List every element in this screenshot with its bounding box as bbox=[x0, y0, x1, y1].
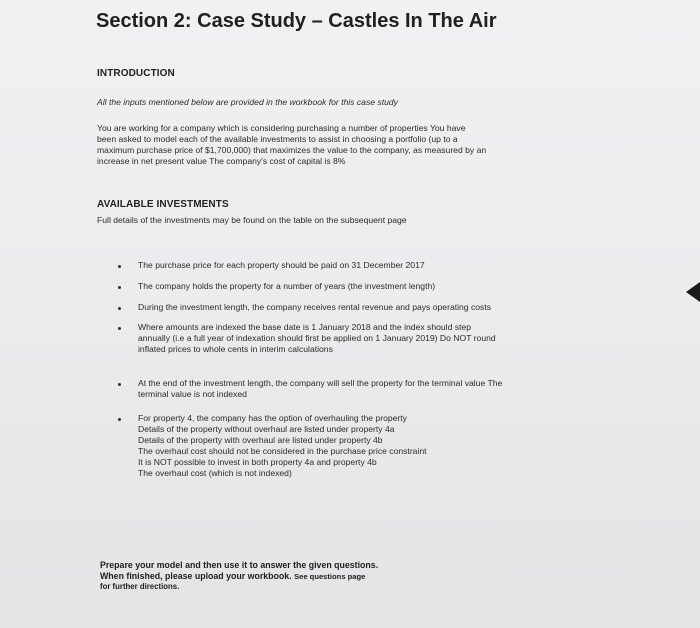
bullet-line: It is NOT possible to invest in both property 4a and property 4b bbox=[138, 457, 377, 467]
investments-heading: AVAILABLE INVESTMENTS bbox=[97, 199, 229, 210]
investments-note: Full details of the investments may be found on the table on the subsequent page bbox=[97, 215, 407, 225]
closing-line: for further directions. bbox=[100, 582, 180, 591]
bullet-line: annually (i.e a full year of indexation should first be applied on 1 January 2019) Do NOT round bbox=[138, 333, 496, 343]
bullet-icon bbox=[118, 383, 121, 386]
closing-upload-text: When finished, please upload your workbook. bbox=[100, 571, 292, 581]
introduction-line: increase in net present value The company's cost of capital is 8% bbox=[97, 156, 346, 166]
bullet-icon bbox=[118, 307, 121, 310]
bullet-line: The purchase price for each property should be paid on 31 December 2017 bbox=[138, 260, 425, 270]
bullet-line: At the end of the investment length, the company will sell the property for the terminal value The bbox=[138, 378, 503, 388]
introduction-line: maximum purchase price of $1,700,000) that maximizes the value to the company, as measured by an bbox=[97, 145, 487, 155]
introduction-heading: INTRODUCTION bbox=[97, 68, 175, 79]
bullet-line: For property 4, the company has the option of overhauling the property bbox=[138, 413, 407, 423]
bullet-icon bbox=[118, 286, 121, 289]
bullet-icon bbox=[118, 327, 121, 330]
bullet-line: Details of the property with overhaul are listed under property 4b bbox=[138, 435, 383, 445]
bullet-icon bbox=[118, 265, 121, 268]
bullet-icon bbox=[118, 418, 121, 421]
introduction-note: All the inputs mentioned below are provided in the workbook for this case study bbox=[97, 97, 398, 107]
introduction-line: You are working for a company which is considering purchasing a number of properties You have bbox=[97, 123, 466, 133]
bullet-line: The overhaul cost (which is not indexed) bbox=[138, 468, 292, 478]
bullet-line: The overhaul cost should not be considered in the purchase price constraint bbox=[138, 446, 427, 456]
bullet-line: The company holds the property for a number of years (the investment length) bbox=[138, 281, 436, 291]
bullet-line: inflated prices to whole cents in interim calculations bbox=[138, 344, 333, 354]
bullet-line: Details of the property without overhaul are listed under property 4a bbox=[138, 424, 395, 434]
section-title: Section 2: Case Study – Castles In The Air bbox=[96, 10, 497, 32]
bullet-line: terminal value is not indexed bbox=[138, 389, 247, 399]
closing-see-questions: See questions page bbox=[294, 572, 366, 581]
mouse-cursor-icon bbox=[686, 282, 700, 302]
bullet-line: Where amounts are indexed the base date is 1 January 2018 and the index should step bbox=[138, 322, 471, 332]
bullet-line: During the investment length, the company receives rental revenue and pays operating costs bbox=[138, 302, 492, 312]
closing-line: Prepare your model and then use it to answer the given questions. bbox=[100, 560, 379, 570]
introduction-line: been asked to model each of the available investments to assist in choosing a portfolio (up to a bbox=[97, 134, 458, 144]
